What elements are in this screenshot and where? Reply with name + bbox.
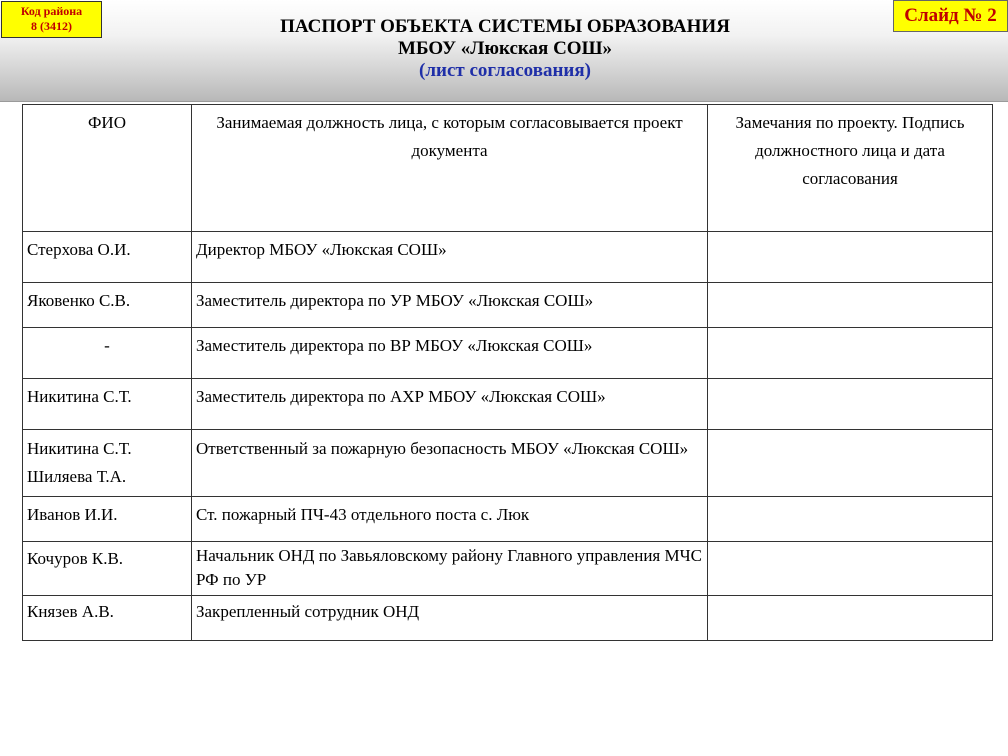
page-title <box>205 16 805 82</box>
cell-position: Заместитель директора по ВР МБОУ «Люкская СОШ» <box>192 328 708 379</box>
cell-notes[interactable] <box>708 497 993 542</box>
table-row <box>23 328 993 379</box>
cell-position: Ответственный за пожарную безопасность МБОУ «Люкская СОШ» <box>192 430 708 497</box>
approval-table <box>22 104 993 641</box>
cell-notes[interactable] <box>708 232 993 283</box>
cell-notes[interactable] <box>708 379 993 430</box>
district-code-value: 8 (3412) <box>31 19 72 33</box>
cell-notes[interactable] <box>708 542 993 596</box>
title-line-2: МБОУ «Люкская СОШ» <box>398 38 612 59</box>
table-row <box>23 497 993 542</box>
table-row <box>23 542 993 596</box>
title-line-1: ПАСПОРТ ОБЪЕКТА СИСТЕМЫ ОБРАЗОВАНИЯ <box>280 16 730 37</box>
table-row <box>23 283 993 328</box>
cell-name: Никитина С.Т. <box>23 379 192 430</box>
cell-position: Заместитель директора по УР МБОУ «Люкская СОШ» <box>192 283 708 328</box>
slide-number-badge: Слайд № 2 <box>893 0 1008 32</box>
column-header-name: ФИО <box>23 105 192 232</box>
cell-name: Стерхова О.И. <box>23 232 192 283</box>
table-row <box>23 379 993 430</box>
cell-name: Иванов И.И. <box>23 497 192 542</box>
cell-position: Начальник ОНД по Завьяловскому району Главного управления МЧС РФ по УР <box>192 542 708 596</box>
cell-notes[interactable] <box>708 283 993 328</box>
cell-notes[interactable] <box>708 596 993 641</box>
cell-position: Закрепленный сотрудник ОНД <box>192 596 708 641</box>
column-header-position: Занимаемая должность лица, с которым согласовывается проект документа <box>192 105 708 232</box>
table-row <box>23 596 993 641</box>
cell-name: Кочуров К.В. <box>23 542 192 596</box>
table-row <box>23 430 993 497</box>
cell-name-second: Шиляева Т.А. <box>27 467 127 486</box>
slide-header <box>0 0 1008 102</box>
cell-name: Яковенко С.В. <box>23 283 192 328</box>
cell-name-first: Никитина С.Т. <box>27 439 132 458</box>
district-code-badge <box>1 1 102 38</box>
column-header-notes: Замечания по проекту. Подпись должностного лица и дата согласования <box>708 105 993 232</box>
cell-name: - <box>23 328 192 379</box>
cell-position: Заместитель директора по АХР МБОУ «Люкская СОШ» <box>192 379 708 430</box>
cell-notes[interactable] <box>708 328 993 379</box>
title-line-3: (лист согласования) <box>419 60 591 81</box>
cell-name: Князев А.В. <box>23 596 192 641</box>
cell-notes[interactable] <box>708 430 993 497</box>
cell-position: Ст. пожарный ПЧ-43 отдельного поста с. Люк <box>192 497 708 542</box>
cell-position: Директор МБОУ «Люкская СОШ» <box>192 232 708 283</box>
table-row <box>23 232 993 283</box>
cell-name <box>23 430 192 497</box>
table-header-row <box>23 105 993 232</box>
district-code-label: Код района <box>20 4 83 18</box>
